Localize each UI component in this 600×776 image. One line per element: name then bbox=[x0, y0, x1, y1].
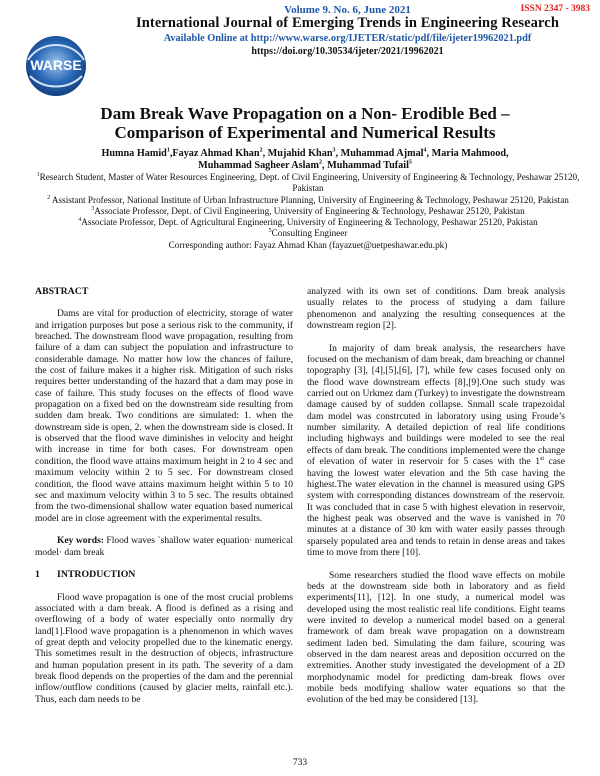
affiliation: $^5$Consulting Engineer bbox=[268, 228, 348, 239]
svg-text:WARSE: WARSE bbox=[30, 57, 82, 73]
affiliations bbox=[28, 172, 588, 251]
corresponding-author: Corresponding author: Fayaz Ahmad Khan (fayazuet@uetpeshawar.edu.pk) bbox=[168, 239, 448, 250]
affiliation: $^2$ Assistant Professor, National Institute of Urban Infrastructure Planning, University of Engineering & Technology, Peshawar 25120, Pakistan bbox=[47, 194, 569, 205]
paper-title bbox=[40, 104, 570, 142]
author: Maria Mahmood, bbox=[431, 148, 509, 159]
author: Humna Hamid$^1$, bbox=[101, 147, 173, 159]
affiliation: $^3$Associate Professor, Dept. of Civil Engineering, University of Engineering & Technology, Peshawar 25120, Pakistan bbox=[91, 205, 525, 216]
author: Muhammad Sagheer Aslam$^2$, bbox=[198, 159, 328, 171]
author-list bbox=[30, 148, 580, 172]
abstract-heading: ABSTRACT bbox=[35, 286, 89, 297]
affiliation: $^1$Research Student, Master of Water Resources Engineering, Dept. of Civil Engineering, University of Engineering & Technology, Peshawar 25120, Pakistan bbox=[36, 171, 580, 194]
left-column bbox=[35, 286, 293, 716]
issn-label: ISSN 2347 - 3983 bbox=[520, 4, 590, 14]
intro-paragraph-2: In majority of dam break analysis, the researchers have focused on the mechanism of dam break, dam breaching or channel topography [3], [4],[5],[6], [7], while few cases focused only on the flood wave downstream effects [8],[9].One such study was carried out on Urkmez dam (Turkey) to investigate the downstream damage caused by of sudden collapse. Snmall scale trapezoidal dam model was constrcuted in laboratory using using Froude’s number similarity. A detailed depiction of real life conditions including highways and buildings were modeled to see the real effects of dam break. The conditions implemented were the change of elevation of water in reservoir for 5 cases with the 1st case having the lowest water elevation and the 5th case having the highest.The water elevation in the channel is measured using GPS system with corresponding distances downstream of the reservoir. It was concluded that in case 5 with highest elevation in reservoir, the highest peak was observed and the wave is vanished in 70 minutes at a distance of 30 km with water easily passes through sparsely populated area and tends to retain in dense areas and takes time to move from there [10]. bbox=[307, 342, 565, 558]
journal-volume: Volume 9. No. 6, June 2021 bbox=[284, 4, 411, 16]
author: Mujahid Khan$^3$, bbox=[267, 147, 341, 159]
affiliation: $^4$Associate Professor, Dept. of Agricultural Engineering, University of Engineering & Technology, Peshawar 25120, Pakistan bbox=[78, 217, 538, 228]
journal-doi-link[interactable]: https://doi.org/10.30534/ijeter/2021/19962021 bbox=[251, 46, 444, 57]
journal-online-link[interactable]: Available Online at http://www.warse.org/IJETER/static/pdf/file/ijeter19962021.pdf bbox=[163, 33, 532, 44]
keywords: Key words: Flood waves `shallow water equation· numerical model· dam break bbox=[35, 535, 294, 558]
intro-paragraph-1: Flood wave propagation is one of the most crucial problems associated with a dam break. A flood is defined as a rising and overflowing of a body of water especially onto normally dry land[1].Flood wave propagation is a phenomenon in which waves of great depth and velocity propelled due to the kinematic energy. This sometimes result in the destruction of objects, infrastructure and human population present in its path. The severity of a dam break flood depends on the properties of the dam and the perennial inflow/outflow conditions (caused by glacier melts, rainfall etc.). Thus, each dam needs to be bbox=[35, 591, 293, 705]
page-number: 733 bbox=[292, 758, 308, 768]
author: Muhammad Tufail$^5$ bbox=[327, 159, 412, 171]
journal-name: International Journal of Emerging Trends in Engineering Research bbox=[135, 15, 560, 31]
author: Fayaz Ahmad Khan$^2$, bbox=[172, 147, 268, 159]
intro-heading: 1 INTRODUCTION bbox=[35, 569, 136, 581]
abstract-text: Dams are vital for production of electricity, storage of water and irrigation purposes but pose a serious risk to the community, if breached. The downstream flood wave propagation, resulting from failure of a dam can subject the population and infrastructure to considerable damage. No matter how low the chances of failure, the cost of failure makes it a higher risk. Mitigation of such risks requires better understanding of the hazard that a dam may pose in case of failure. This study focuses on the effects of flood wave propagation on a fixed bed on the downstream side resulting from sudden dam break. Two conditions are simulated: 1. when the downstream side is open, 2. when the downstream side is closed. It is observed that the flood wave diminishes in velocity and height with increase in time for both cases. For downstream open condition, the flood wave attains maximum height in 2 to 4 sec and maximum velocity within 2 to 5 sec. For downstream closed condition, the flood wave attains maximum height within 5 to 10 sec and maximum velocity within 3 to 5 sec. The results obtained from the two-dimensional shallow water equation based numerical model are in close agreement with the experimental results. bbox=[35, 308, 293, 524]
title-line-1: Dam Break Wave Propagation on a Non- Erodible Bed – bbox=[100, 104, 510, 123]
intro-paragraph-3: Some researchers studied the flood wave effects on mobile beds at the downstream side both in laboratory and as field experiments[11], [12]. In one study, a numerical model was developed using the most realistic real life conditions. Eight teams were invited to develop a numerical model based on a general framework of dam break wave propagation on a downstream sediment laden bed. Simulating the dam failure, scouring was observed in the dam nearest areas and deposition occurred on the extremities. Another study investigated the development of a 2D morphodynamic model for predicting dam-break flows over mobile beds modifying shallow water equations so that the evolution of the bed may be considered [13]. bbox=[307, 569, 565, 706]
warse-logo bbox=[20, 30, 92, 102]
right-column bbox=[307, 286, 565, 717]
author: Muhammad Ajmal$^4$, bbox=[340, 147, 432, 159]
intro-paragraph-1-continued: analyzed with its own set of conditions. Dam break analysis usually relates to the process of studying a dam failure phenomenon and analyzing the resulting consequences at the downstream region [2]. bbox=[307, 286, 565, 332]
title-line-2: Comparison of Experimental and Numerical Results bbox=[114, 123, 496, 142]
